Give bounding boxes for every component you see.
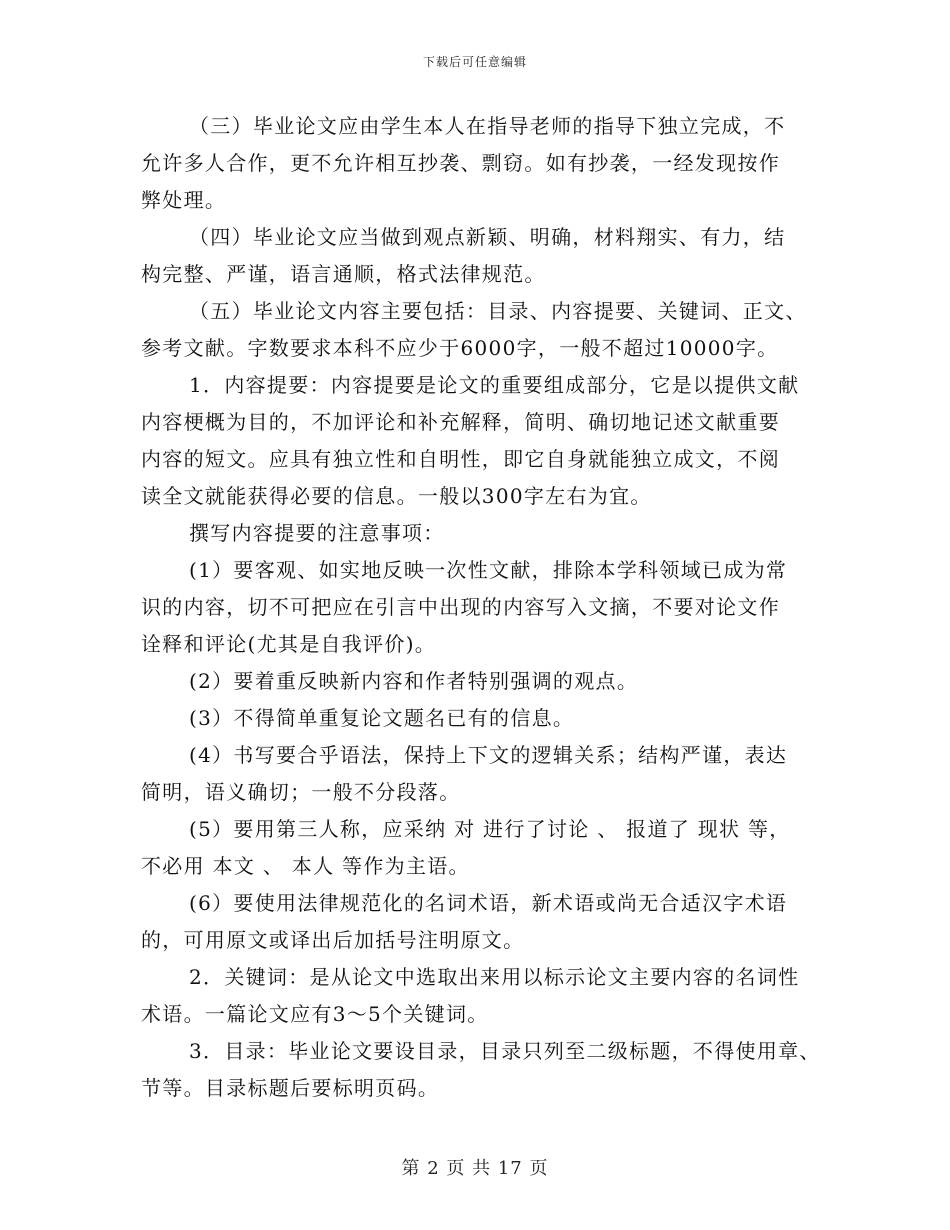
text-line: 参考文献。字数要求本科不应少于6000字，一般不超过10000字。 <box>141 336 779 360</box>
paragraph-abstract-notes-heading <box>141 515 811 552</box>
text-line: (5）要用第三人称，应采纳 对 进行了讨论 、 报道了 现状 等， <box>189 817 791 841</box>
text-line: 弊处理。 <box>141 188 227 212</box>
text-line: （三）毕业论文应由学生本人在指导老师的指导下独立完成，不 <box>189 114 786 138</box>
paragraph-5-wu <box>141 293 811 367</box>
paragraph-note-4 <box>141 737 811 811</box>
text-line: 2．关键词：是从论文中选取出来用以标示论文主要内容的名词性 <box>189 965 800 989</box>
text-line: 诠释和评论(尤其是自我评价)。 <box>141 632 437 656</box>
text-line: (4）书写要合乎语法，保持上下文的逻辑关系；结构严谨，表达 <box>189 743 788 767</box>
text-line: 不必用 本文 、 本人 等作为主语。 <box>141 854 470 878</box>
document-body <box>141 108 821 1107</box>
paragraph-4-si <box>141 219 811 293</box>
text-line: (3）不得简单重复论文题名已有的信息。 <box>189 706 575 730</box>
text-line: (1）要客观、如实地反映一次性文献，排除本学科领域已成为常 <box>189 558 788 582</box>
paragraph-note-2 <box>141 663 811 700</box>
text-line: 内容的短文。应具有独立性和自明性，即它自身就能独立成文，不阅 <box>141 447 780 471</box>
paragraph-keywords <box>141 959 811 1033</box>
text-line: （四）毕业论文应当做到观点新颖、明确，材料翔实、有力，结 <box>189 225 786 249</box>
text-line: 1．内容提要：内容提要是论文的重要组成部分，它是以提供文献 <box>189 373 800 397</box>
text-line: 3．目录：毕业论文要设目录，目录只列至二级标题，不得使用章、 <box>189 1039 821 1063</box>
text-line: 的，可用原文或译出后加括号注明原文。 <box>141 928 525 952</box>
text-line: 内容梗概为目的，不加评论和补充解释，简明、确切地记述文献重要 <box>141 410 780 434</box>
text-line: （五）毕业论文内容主要包括：目录、内容提要、关键词、正文、 <box>189 299 807 323</box>
text-line: (2）要着重反映新内容和作者特别强调的观点。 <box>189 669 639 693</box>
text-line: (6）要使用法律规范化的名词术语，新术语或尚无合适汉字术语 <box>189 891 788 915</box>
paragraph-note-1 <box>141 552 811 663</box>
paragraph-note-3 <box>141 700 811 737</box>
text-line: 构完整、严谨，语言通顺，格式法律规范。 <box>141 262 546 286</box>
page-number-footer: 第 2 页 共 17 页 <box>401 1158 549 1179</box>
text-line: 撰写内容提要的注意事项： <box>189 521 445 545</box>
text-line: 读全文就能获得必要的信息。一般以300字左右为宜。 <box>141 484 652 508</box>
text-line: 术语。一篇论文应有3～5个关键词。 <box>141 1002 489 1026</box>
text-line: 简明，语义确切；一般不分段落。 <box>141 780 461 804</box>
page-header: 下载后可任意编辑 <box>422 55 527 69</box>
paragraph-abstract <box>141 367 811 515</box>
paragraph-toc <box>141 1033 821 1107</box>
paragraph-note-6 <box>141 885 811 959</box>
text-line: 识的内容，切不可把应在引言中出现的内容写入文摘，不要对论文作 <box>141 595 780 619</box>
text-line: 允许多人合作，更不允许相互抄袭、剽窃。如有抄袭，一经发现按作 <box>141 151 780 175</box>
text-line: 节等。目录标题后要标明页码。 <box>141 1076 440 1100</box>
paragraph-note-5 <box>141 811 811 885</box>
paragraph-3-san <box>141 108 811 219</box>
